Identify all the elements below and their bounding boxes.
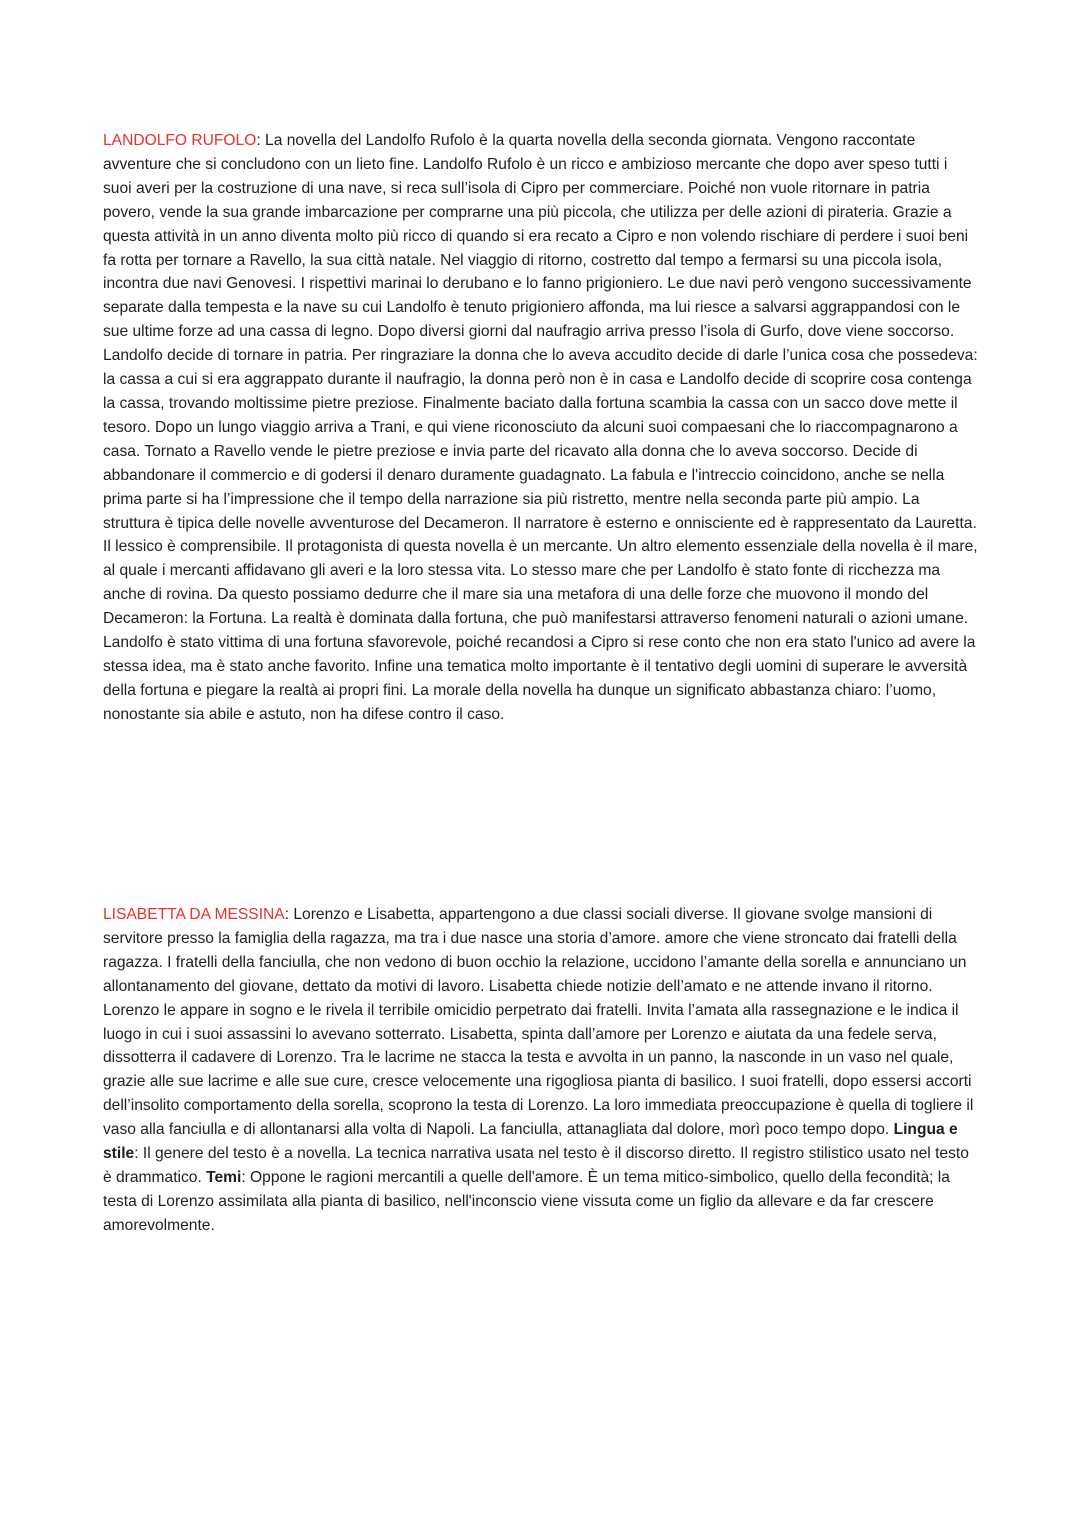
paragraph-landolfo-rufolo xyxy=(103,129,979,727)
section-body-part2: : Il genere del testo è a novella. La tecnica narrativa usata nel testo è il discorso diretto. Il registro stilistico usato nel testo è drammatico. xyxy=(103,1145,969,1186)
section-title-landolfo-rufolo: LANDOLFO RUFOLO xyxy=(103,132,257,149)
section-body-landolfo-rufolo: La novella del Landolfo Rufolo è la quarta novella della seconda giornata. Vengono raccontate avventure che si concludono con un lieto fine. Landolfo Rufolo è un ricco e ambizioso mercante che dopo aver speso tutti i suoi averi per la costruzione di una nave, si reca sull’isola di Cipro per commerciare. Poiché non vuole ritornare in patria povero, vende la sua grande imbarcazione per comprarne una più piccola, che utilizza per delle azioni di pirateria. Grazie a questa attività in un anno diventa molto più ricco di quando si era recato a Cipro e non volendo rischiare di perdere i suoi beni fa rotta per tornare a Ravello, la sua città natale. Nel viaggio di ritorno, costretto dal tempo a fermarsi su una piccola isola, incontra due navi Genovesi. I rispettivi marinai lo derubano e lo fanno prigioniero. Le due navi però vengono successivamente separate dalla tempesta e la nave su cui Landolfo è tenuto prigioniero affonda, ma lui riesce a salvarsi aggrappandosi con le sue ultime forze ad una cassa di legno. Dopo diversi giorni dal naufragio arriva presso l’isola di Gurfo, dove viene soccorso. Landolfo decide di tornare in patria. Per ringraziare la donna che lo aveva accudito decide di darle l’unica cosa che possedeva: la cassa a cui si era aggrappato durante il naufragio, la donna però non è in casa e Landolfo decide di scoprire cosa contenga la cassa, trovando moltissime pietre preziose. Finalmente baciato dalla fortuna scambia la cassa con un sacco dove mette il tesoro. Dopo un lungo viaggio arriva a Trani, e qui viene riconosciuto da alcuni suoi compaesani che lo riaccompagnarono a casa. Tornato a Ravello vende le pietre preziose e invia parte del ricavato alla donna che lo aveva soccorso. Decide di abbandonare il commercio e di godersi il denaro duramente guadagnato. La fabula e l'intreccio coincidono, anche se nella prima parte si ha l’impressione che il tempo della narrazione sia più ristretto, mentre nella seconda parte più ampio. La struttura è tipica delle novelle avventurose del Decameron. Il narratore è esterno e onnisciente ed è rappresentato da Lauretta. Il lessico è comprensibile. Il protagonista di questa novella è un mercante. Un altro elemento essenziale della novella è il mare, al quale i mercanti affidavano gli averi e la loro stessa vita. Lo stesso mare che per Landolfo è stato fonte di ricchezza ma anche di rovina. Da questo possiamo dedurre che il mare sia una metafora di una delle forze che muovono il mondo del Decameron: la Fortuna. La realtà è dominata dalla fortuna, che può manifestarsi attraverso fenomeni naturali o azioni umane. Landolfo è stato vittima di una fortuna sfavorevole, poiché recandosi a Cipro si rese conto che non era stato l'unico ad avere la stessa idea, ma è stato anche favorito. Infine una tematica molto importante è il tentativo degli uomini di superare le avversità della fortuna e piegare la realtà ai propri fini. La morale della novella ha dunque un significato abbastanza chiaro: l’uomo, nonostante sia abile e astuto, non ha difese contro il caso. xyxy=(103,132,978,723)
section-body-part3: : Oppone le ragioni mercantili a quelle dell'amore. È un tema mitico-simbolico, quello della fecondità; la testa di Lorenzo assimilata alla pianta di basilico, nell'inconscio viene vissuta come un figlio da allevare e da far crescere amorevolmente. xyxy=(103,1168,950,1234)
section-body-part1: Lorenzo e Lisabetta, appartengono a due classi sociali diverse. Il giovane svolge mansioni di servitore presso la famiglia della ragazza, ma tra i due nasce una storia d’amore. amore che viene stroncato dai fratelli della ragazza. I fratelli della fanciulla, che non vedono di buon occhio la relazione, uccidono l’amante della sorella e annunciano un allontanamento del giovane, dettato da motivi di lavoro. Lisabetta chiede notizie dell’amato e ne attende invano il ritorno. Lorenzo le appare in sogno e le rivela il terribile omicidio perpetrato dai fratelli. Invita l’amata alla rassegnazione e le indica il luogo in cui i suoi assassini lo avevano sotterrato. Lisabetta, spinta dall’amore per Lorenzo e aiutata da una fedele serva, dissotterra il cadavere di Lorenzo. Tra le lacrime ne stacca la testa e avvolta in un panno, la nasconde in un vaso nel quale, grazie alle sue lacrime e alle sue cure, cresce velocemente una rigogliosa pianta di basilico. I suoi fratelli, dopo essersi accorti dell’insolito comportamento della sorella, scoprono la testa di Lorenzo. La loro immediata preoccupazione è quella di togliere il vaso alla fanciulla e di allontanarsi alla volta di Napoli. La fanciulla, attanagliata dal dolore, morì poco tempo dopo. xyxy=(103,906,974,1139)
paragraph-lisabetta-da-messina xyxy=(103,903,979,1238)
section-title-lisabetta-da-messina: LISABETTA DA MESSINA xyxy=(103,906,285,923)
title-separator: : xyxy=(256,132,266,149)
section-lisabetta-da-messina xyxy=(103,903,979,1238)
title-separator: : xyxy=(284,906,294,923)
section-landolfo-rufolo xyxy=(103,129,979,727)
label-temi: Temi xyxy=(206,1168,242,1186)
label-lingua-e-stile: Lingua e stile xyxy=(103,1121,958,1163)
